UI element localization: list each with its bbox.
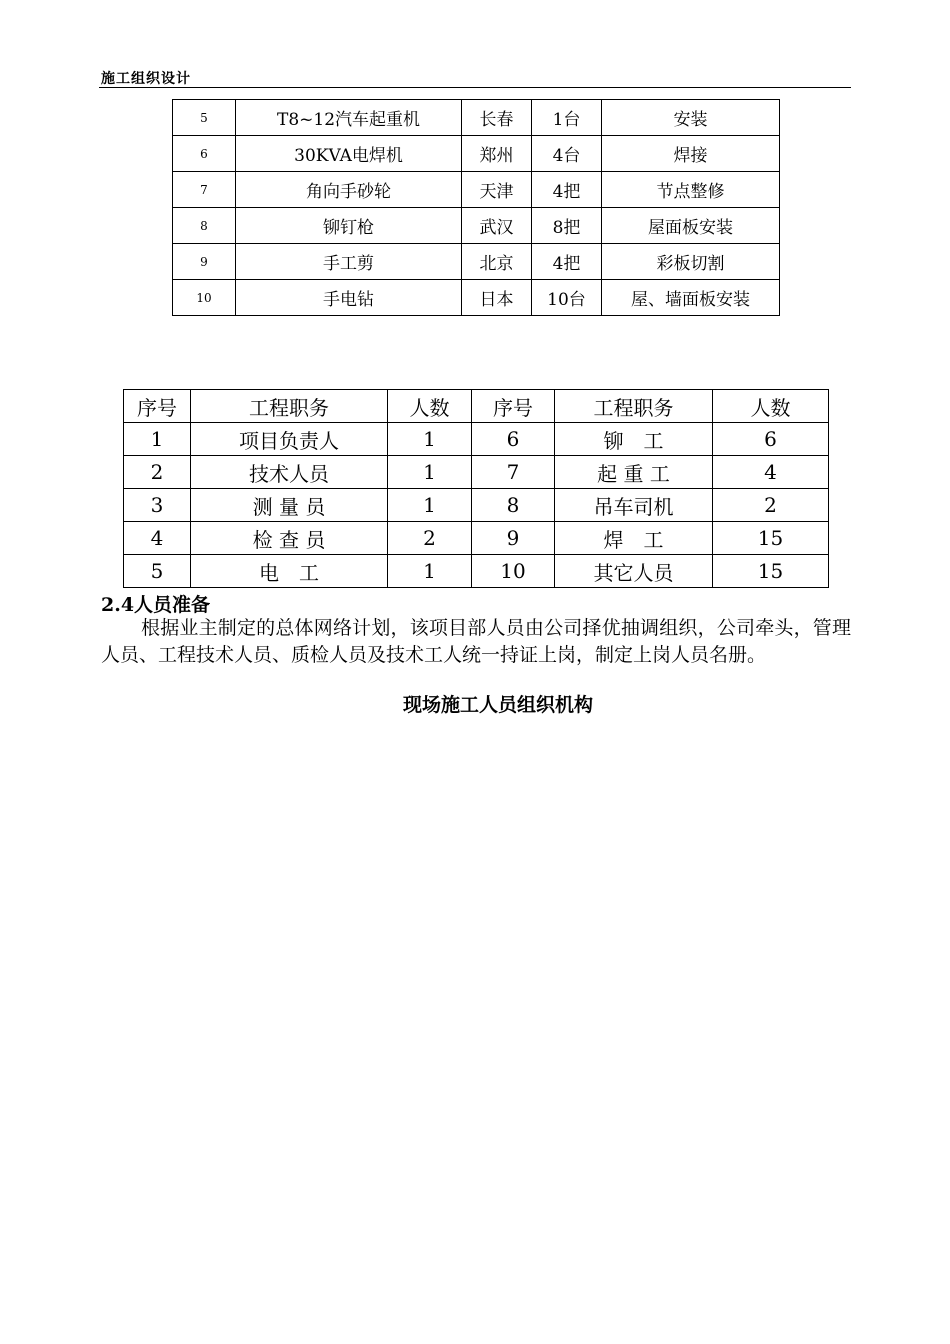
staff-header-cell: 工程职务	[555, 390, 713, 423]
staff-cell: 2	[124, 456, 191, 489]
equipment-no-cell: 10	[173, 280, 236, 316]
equipment-use-cell: 屋面板安装	[602, 208, 780, 244]
staff-table-header-row	[124, 390, 829, 423]
staff-cell: 4	[713, 456, 829, 489]
equipment-origin-cell: 北京	[462, 244, 532, 280]
equipment-use-cell: 彩板切割	[602, 244, 780, 280]
staff-cell: 2	[713, 489, 829, 522]
equipment-qty-cell: 10台	[532, 280, 602, 316]
equipment-origin-cell: 长春	[462, 100, 532, 136]
table-row	[173, 100, 780, 136]
staff-cell: 6	[713, 423, 829, 456]
section-heading: 2.4人员准备	[101, 594, 211, 616]
equipment-no-cell: 8	[173, 208, 236, 244]
staff-cell: 铆 工	[555, 423, 713, 456]
equipment-origin-cell: 日本	[462, 280, 532, 316]
equipment-qty-cell: 4把	[532, 244, 602, 280]
equipment-name-cell: 手电钻	[236, 280, 462, 316]
staff-cell: 5	[124, 555, 191, 588]
equipment-origin-cell: 郑州	[462, 136, 532, 172]
org-chart-title: 现场施工人员组织机构	[402, 694, 593, 716]
table-row	[124, 423, 829, 456]
staff-table	[123, 389, 829, 588]
staff-cell: 1	[388, 489, 472, 522]
staff-cell: 15	[713, 555, 829, 588]
staff-cell: 8	[472, 489, 555, 522]
staff-cell: 4	[124, 522, 191, 555]
table-row	[124, 522, 829, 555]
table-row	[173, 136, 780, 172]
staff-header-cell: 工程职务	[191, 390, 388, 423]
equipment-no-cell: 5	[173, 100, 236, 136]
staff-cell: 2	[388, 522, 472, 555]
staff-cell: 焊 工	[555, 522, 713, 555]
staff-header-cell: 序号	[124, 390, 191, 423]
equipment-qty-cell: 4台	[532, 136, 602, 172]
equipment-qty-cell: 1台	[532, 100, 602, 136]
staff-header-cell: 人数	[713, 390, 829, 423]
table-row	[173, 280, 780, 316]
equipment-use-cell: 焊接	[602, 136, 780, 172]
equipment-table	[172, 99, 780, 316]
header-title: 施工组织设计	[101, 71, 191, 87]
table-row	[124, 456, 829, 489]
equipment-use-cell: 安装	[602, 100, 780, 136]
staff-cell: 6	[472, 423, 555, 456]
equipment-qty-cell: 8把	[532, 208, 602, 244]
equipment-use-cell: 屋、墙面板安装	[602, 280, 780, 316]
table-row	[124, 555, 829, 588]
staff-cell: 检 查 员	[191, 522, 388, 555]
equipment-no-cell: 9	[173, 244, 236, 280]
table-row	[173, 244, 780, 280]
table-row	[173, 208, 780, 244]
staff-cell: 10	[472, 555, 555, 588]
equipment-name-cell: 铆钉枪	[236, 208, 462, 244]
staff-header-cell: 人数	[388, 390, 472, 423]
staff-cell: 9	[472, 522, 555, 555]
staff-header-cell: 序号	[472, 390, 555, 423]
equipment-qty-cell: 4把	[532, 172, 602, 208]
staff-cell: 1	[388, 555, 472, 588]
equipment-use-cell: 节点整修	[602, 172, 780, 208]
equipment-name-cell: 角向手砂轮	[236, 172, 462, 208]
staff-cell: 测 量 员	[191, 489, 388, 522]
staff-cell: 项目负责人	[191, 423, 388, 456]
staff-cell: 1	[388, 456, 472, 489]
section-paragraph: 根据业主制定的总体网络计划，该项目部人员由公司择优抽调组织，公司牵头，管理人员、工程技术人员、质检人员及技术工人统一持证上岗，制定上岗人员名册。	[101, 617, 851, 666]
equipment-origin-cell: 天津	[462, 172, 532, 208]
staff-cell: 1	[124, 423, 191, 456]
header-rule	[99, 87, 851, 88]
equipment-name-cell: 手工剪	[236, 244, 462, 280]
staff-cell: 15	[713, 522, 829, 555]
equipment-no-cell: 6	[173, 136, 236, 172]
table-row	[124, 489, 829, 522]
staff-cell: 吊车司机	[555, 489, 713, 522]
equipment-name-cell: 30KVA电焊机	[236, 136, 462, 172]
staff-cell: 1	[388, 423, 472, 456]
staff-cell: 技术人员	[191, 456, 388, 489]
staff-cell: 起 重 工	[555, 456, 713, 489]
equipment-origin-cell: 武汉	[462, 208, 532, 244]
staff-cell: 其它人员	[555, 555, 713, 588]
staff-cell: 电 工	[191, 555, 388, 588]
staff-cell: 3	[124, 489, 191, 522]
table-row	[173, 172, 780, 208]
equipment-no-cell: 7	[173, 172, 236, 208]
staff-cell: 7	[472, 456, 555, 489]
equipment-name-cell: T8~12汽车起重机	[236, 100, 462, 136]
